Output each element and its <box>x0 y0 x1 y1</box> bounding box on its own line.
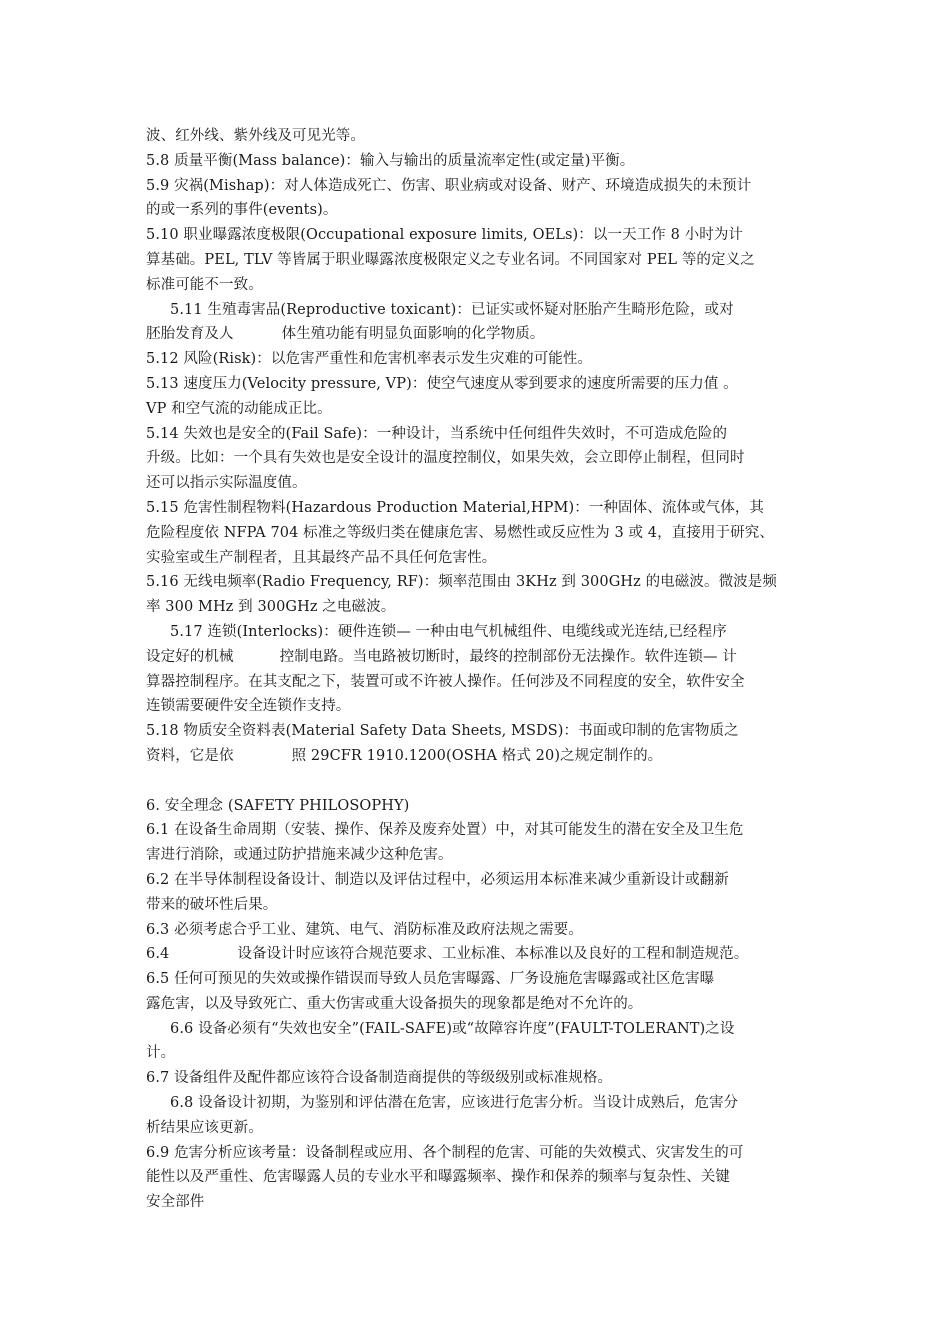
text-line <box>146 744 818 769</box>
section-6-3: 6.3 必须考虑合乎工业、建筑、电气、消防标准及政府法规之需要。 <box>146 921 583 938</box>
text-line: 安全部件 <box>146 1194 205 1211</box>
section-5-17: 5.17 连锁(Interlocks)：硬件连锁— 一种由电气机械组件、电缆线或光连结,已经程序 <box>170 623 727 640</box>
text-line: 害进行消除，或通过防护措施来减少这种危害。 <box>146 847 453 864</box>
section-6-9: 6.9 危害分析应该考量：设备制程或应用、各个制程的危害、可能的失效模式、灾害发生的可 <box>146 1144 744 1161</box>
text-line <box>146 645 818 670</box>
text-line: 算基础。PEL, TLV 等皆属于职业曝露浓度极限定义之专业名词。不同国家对 PEL 等的定义之 <box>146 251 755 268</box>
section-5-15: 5.15 危害性制程物料(Hazardous Production Material,HPM)：一种固体、流体或气体，其 <box>146 499 765 516</box>
text-line: 的或一系列的事件(events)。 <box>146 202 338 219</box>
text-line: 能性以及严重性、危害曝露人员的专业水平和曝露频率、操作和保养的频率与复杂性、关键 <box>146 1169 730 1186</box>
text-line: 标准可能不一致。 <box>146 276 263 293</box>
text-segment: 6.4 <box>146 946 170 963</box>
text-line: 升级。比如：一个具有失效也是安全设计的温度控制仪，如果失效，会立即停止制程，但同时 <box>146 450 745 467</box>
section-5-8: 5.8 质量平衡(Mass balance)：输入与输出的质量流率定性(或定量)平衡。 <box>146 152 635 169</box>
text-segment: 胚胎发育及人 <box>146 326 234 343</box>
section-5-14: 5.14 失效也是安全的(Fail Safe)：一种设计，当系统中任何组件失效时，不可造成危险的 <box>146 425 728 442</box>
text-segment: 设定好的机械 <box>146 648 234 665</box>
section-6-2: 6.2 在半导体制程设备设计、制造以及评估过程中，必须运用本标准来减少重新设计或翻新 <box>146 871 729 888</box>
section-5-10: 5.10 职业曝露浓度极限(Occupational exposure limits, OELs)：以一天工作 8 小时为计 <box>146 227 744 244</box>
document-body <box>146 124 818 1215</box>
text-line: 还可以指示实际温度值。 <box>146 475 307 492</box>
section-6-heading: 6. 安全理念 (SAFETY PHILOSOPHY) <box>146 797 410 814</box>
section-5-16: 5.16 无线电频率(Radio Frequency, RF)：频率范围由 3KHz 到 300GHz 的电磁波。微波是频 <box>146 574 777 591</box>
text-line: 带来的破坏性后果。 <box>146 896 278 913</box>
text-line: 露危害，以及导致死亡、重大伤害或重大设备损失的现象都是绝对不允许的。 <box>146 995 643 1012</box>
text-segment: 设备设计时应该符合规范要求、工业标准、本标准以及良好的工程和制造规范。 <box>237 946 749 963</box>
text-line <box>146 322 818 347</box>
section-5-18: 5.18 物质安全资料表(Material Safety Data Sheets, MSDS)：书面或印制的危害物质之 <box>146 723 739 740</box>
text-line: 算器控制程序。在其支配之下，装置可或不许被人操作。任何涉及不同程度的安全，软件安全 <box>146 673 745 690</box>
section-6-4 <box>146 942 818 967</box>
text-line: 计。 <box>146 1045 176 1062</box>
text-segment: 体生殖功能有明显负面影响的化学物质。 <box>281 326 545 343</box>
text-segment: 控制电路。当电路被切断时，最终的控制部份无法操作。软件连锁— 计 <box>279 648 737 665</box>
text-line: 危险程度依 NFPA 704 标准之等级归类在健康危害、易燃性或反应性为 3 或 4，直接用于研究、 <box>146 524 774 541</box>
blank-line <box>146 769 818 794</box>
section-5-11: 5.11 生殖毒害品(Reproductive toxicant)：已证实或怀疑对胚胎产生畸形危险，或对 <box>170 301 734 318</box>
section-6-7: 6.7 设备组件及配件都应该符合设备制造商提供的等级级别或标准规格。 <box>146 1070 613 1087</box>
section-5-13: 5.13 速度压力(Velocity pressure, VP)：使空气速度从零到要求的速度所需要的压力值 。 <box>146 375 738 392</box>
text-line: 连锁需要硬件安全连锁作支持。 <box>146 698 351 715</box>
section-5-12: 5.12 风险(Risk)：以危害严重性和危害机率表示发生灾难的可能性。 <box>146 351 593 368</box>
text-line: 实验室或生产制程者，且其最终产品不具任何危害性。 <box>146 549 497 566</box>
section-6-8: 6.8 设备设计初期，为鉴别和评估潜在危害，应该进行危害分析。当设计成熟后，危害分 <box>170 1095 739 1112</box>
section-6-5: 6.5 任何可预见的失效或操作错误而导致人员危害曝露、厂务设施危害曝露或社区危害曝 <box>146 971 715 988</box>
section-6-1: 6.1 在设备生命周期（安装、操作、保养及废弃处置）中，对其可能发生的潜在安全及卫生危 <box>146 822 744 839</box>
section-5-9: 5.9 灾祸(Mishap)：对人体造成死亡、伤害、职业病或对设备、财产、环境造成损失的未预计 <box>146 177 752 194</box>
text-segment: 照 29CFR 1910.1200(OSHA 格式 20)之规定制作的。 <box>291 747 663 764</box>
text-segment: 资料，它是依 <box>146 747 234 764</box>
section-6-6: 6.6 设备必须有“失效也安全”(FAIL-SAFE)或“故障容许度”(FAULT-TOLERANT)之设 <box>170 1020 735 1037</box>
text-line: 率 300 MHz 到 300GHz 之电磁波。 <box>146 599 396 616</box>
text-line: 析结果应该更新。 <box>146 1119 263 1136</box>
text-line: VP 和空气流的动能成正比。 <box>146 400 332 417</box>
text-line: 波、红外线、紫外线及可见光等。 <box>146 128 365 144</box>
